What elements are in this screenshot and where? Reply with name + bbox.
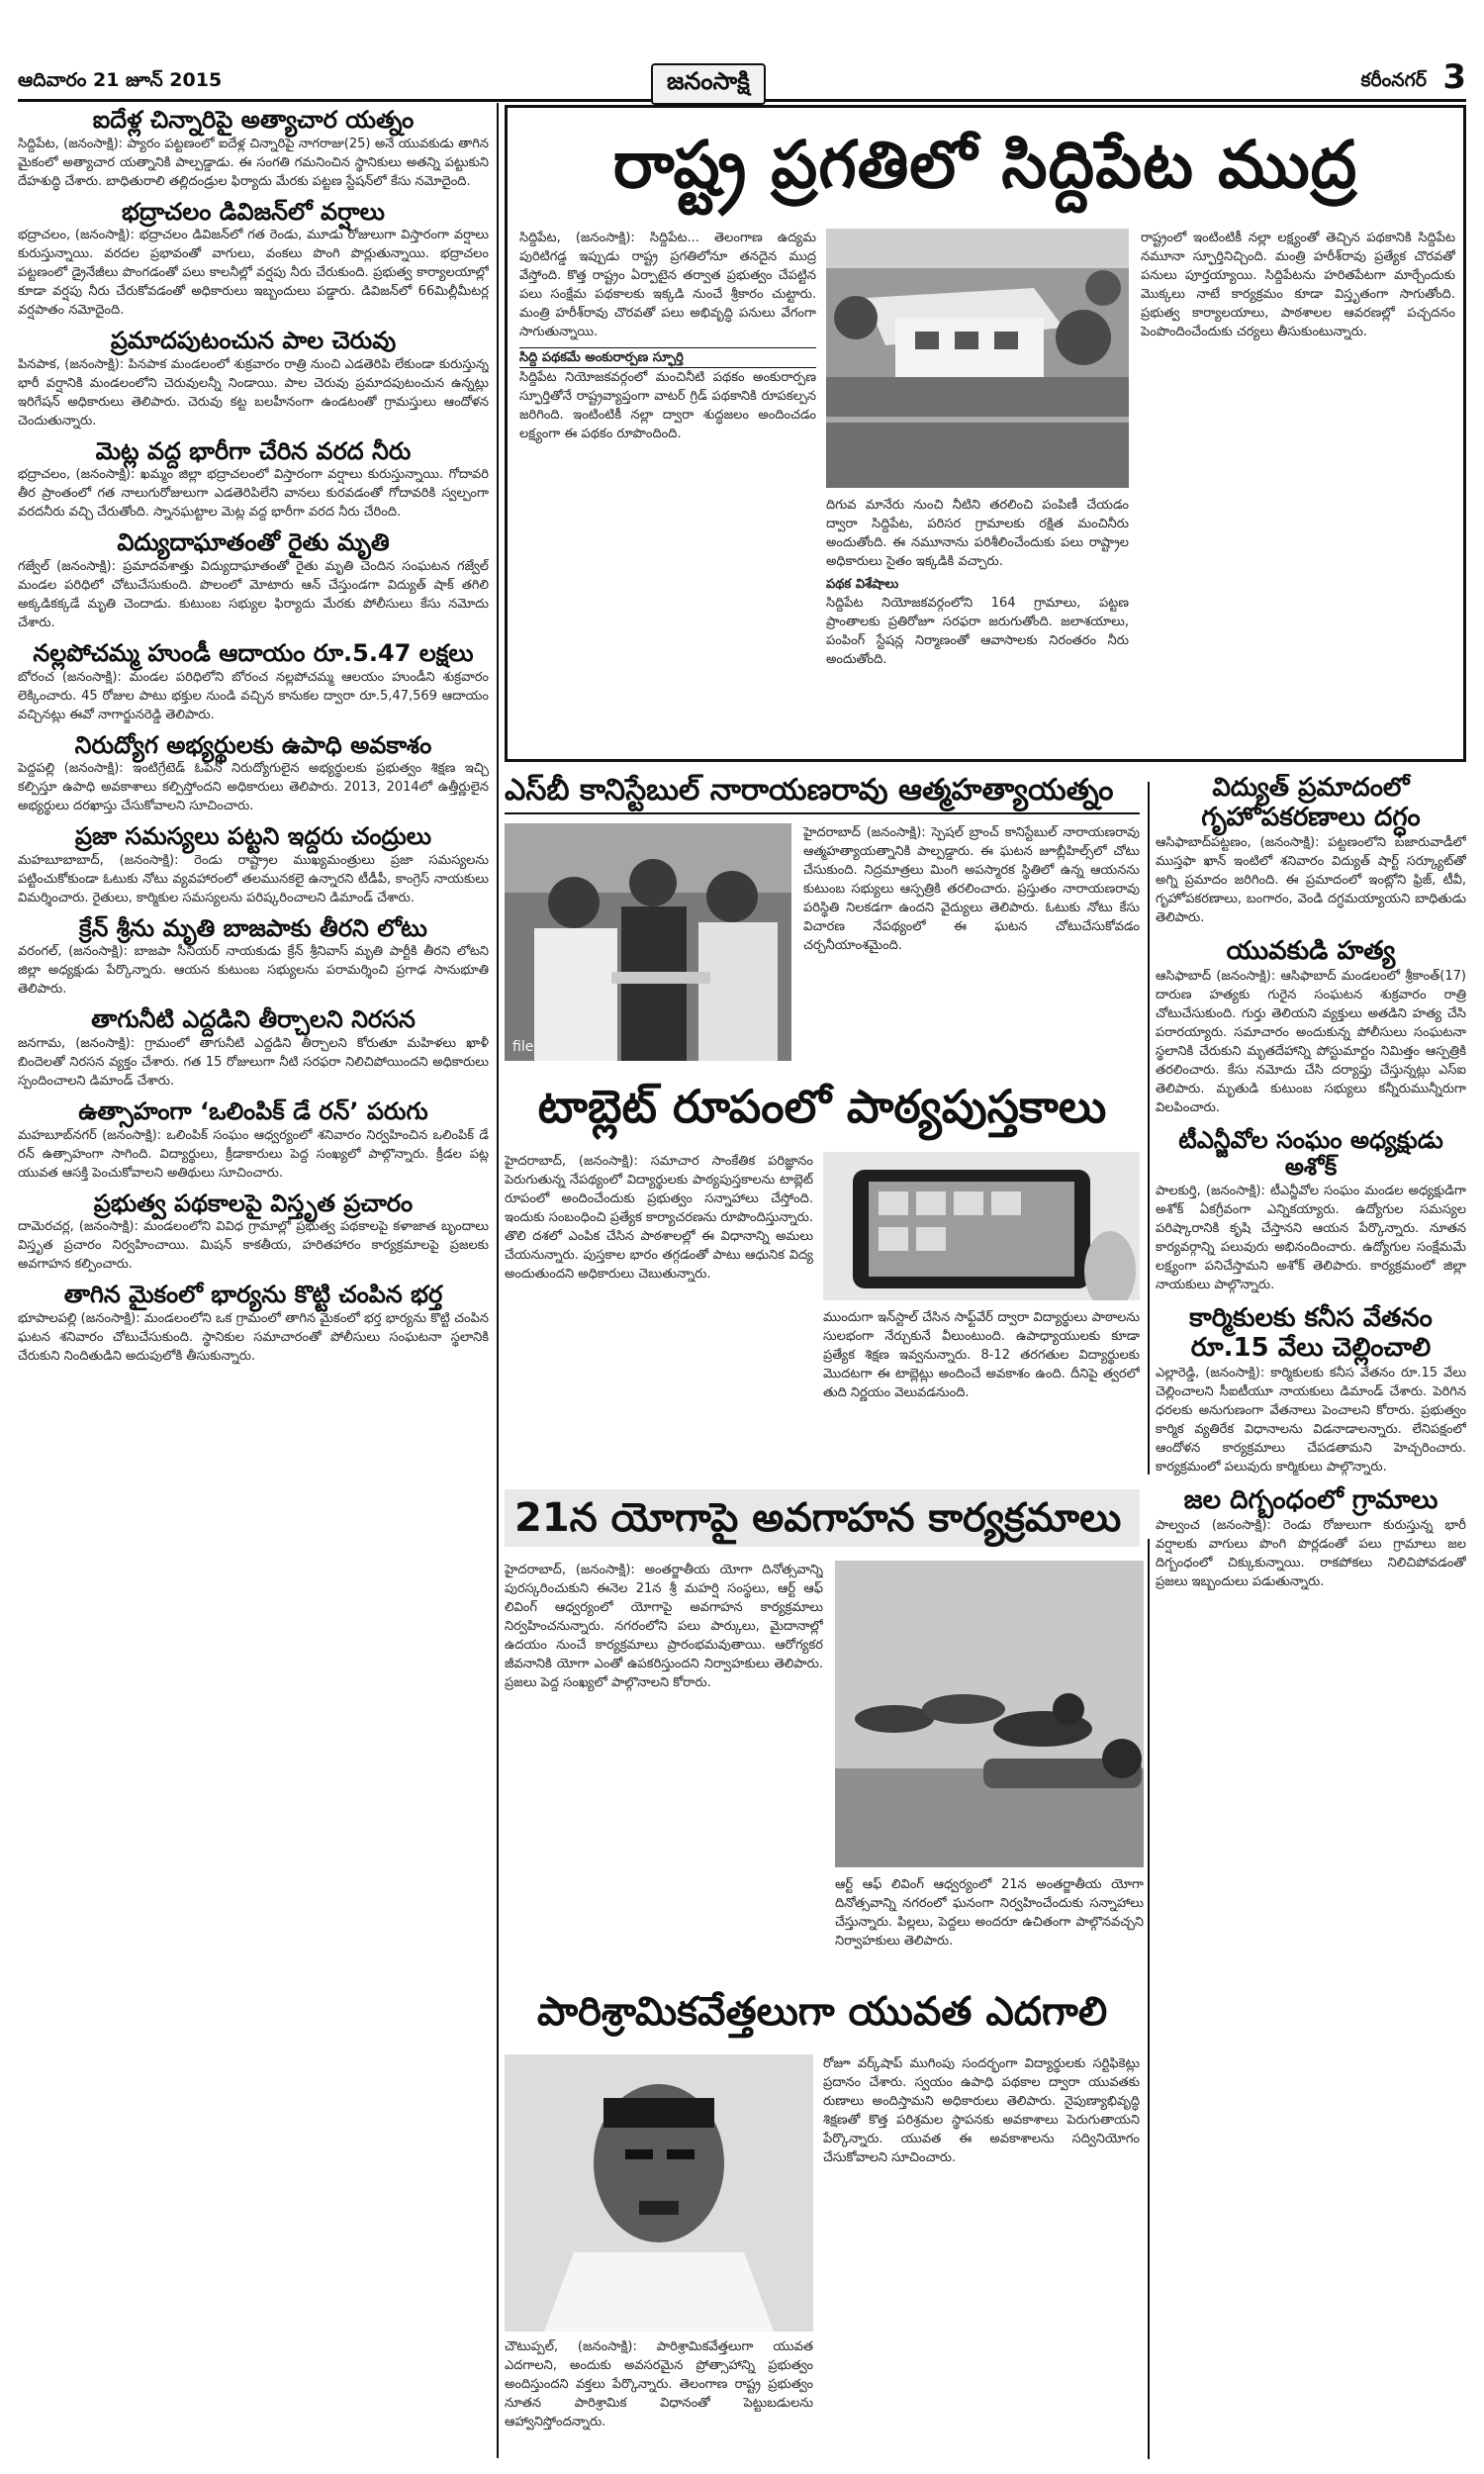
left-column: [18, 107, 489, 2462]
newspaper-logo: జనంసాక్షి: [651, 63, 766, 105]
article-body: జనగామ, (జనంసాక్షి): గ్రామంలో తాగునీటి ఎద్దడిని తీర్చాలని కోరుతూ మహిళలు ఖాళీ బిందెలతో నిరసన వ్యక్తం చేశారు. గత 15 రోజులుగా నీటి సరఫరా నిలిచిపోయిందని అధికారులు స్పందించాలని డిమాండ్ చేశారు.: [18, 1035, 489, 1089]
article-headline: ఉత్సాహంగా ‘ఒలింపిక్ డే రన్’ పరుగు: [78, 1096, 428, 1125]
town-aerial-image: [826, 229, 1129, 488]
yoga-class-image: [835, 1561, 1144, 1867]
lead-body: రాష్ట్రంలో ఇంటింటికీ నల్లా లక్ష్యంతో తెచ్చిన పథకానికి సిద్దిపేట నమూనా స్ఫూర్తినిచ్చింది. మంత్రి హరీశ్‌రావు ప్రత్యేక చొరవతో పనులు పూర్తయ్యాయి. సిద్దిపేటను హరితపేటగా మార్చేందుకు మొక్కలు నాటే కార్యక్రమం కూడా విస్తృతంగా సాగుతోంది. ప్రభుత్వ కార్యాలయాలు, పాఠశాలల ఆవరణల్లో పచ్చదనం పెంపొందించేందుకు చర్యలు తీసుకుంటున్నారు.: [1141, 231, 1455, 339]
lead-story: [505, 105, 1466, 762]
article-body: గజ్వేల్ (జనంసాక్షి): ప్రమాదవశాత్తు విద్యుదాఘాతంతో రైతు మృతి చెందిన సంఘటన గజ్వేల్ మండల పరిధిలో చోటుచేసుకుంది. పొలంలో మోటారు ఆన్ చేస్తుండగా విద్యుత్ షాక్ తగిలి అక్కడికక్కడే మృతి చెందాడు. కుటుంబ సభ్యుల ఫిర్యాదు మేరకు పోలీసులు కేసు నమోదు చేశారు.: [18, 558, 489, 630]
yoga-text-left: [505, 1561, 823, 1976]
industry-story: [505, 1989, 1140, 2459]
article-body: పాల్వంచ (జనంసాక్షి): రెండు రోజులుగా కురుస్తున్న భారీ వర్షాలకు వాగులు పొంగి పొర్లడంతో పలు గ్రామాలు జల దిగ్బంధంలో చిక్కుకున్నాయి. రాకపోకలు నిలిచిపోవడంతో ప్రజలు ఇబ్బందులు పడుతున్నారు.: [1156, 1517, 1466, 1589]
article-body: ముందుగా ఇన్‌స్టాల్ చేసిన సాఫ్ట్‌వేర్ ద్వారా విద్యార్థులు పాఠాలను సులభంగా నేర్చుకునే వీలుంటుంది. ఉపాధ్యాయులకు కూడా ప్రత్యేక శిక్షణ ఇవ్వనున్నారు. 8-12 తరగతుల విద్యార్థులకు మొదటగా ఈ టాబ్లెట్లు అందించే అవకాశం ఉంది. దీనిపై త్వరలో తుది నిర్ణయం వెలువడనుంది.: [823, 1310, 1140, 1400]
article-body: భద్రాచలం, (జనంసాక్షి): ఖమ్మం జిల్లా భద్రాచలంలో విస్తారంగా వర్షాలు కురుస్తున్నాయి. గోదావరి తీర ప్రాంతంలో గత నాలుగురోజులుగా ఎడతెరిపిలేని వానలు కురవడంతో గోదావరికి స్వల్పంగా వరదనీరు వచ్చి చేరుతోంది. స్నానఘట్టాల మెట్ల వద్ద భారీగా వరద నీరు చేరింది.: [18, 467, 489, 521]
article-headline: తాగునీటి ఎద్దడిని తీర్చాలని నిరసన: [91, 1005, 416, 1034]
lead-headline: రాష్ట్ర ప్రగతిలో సిద్దిపేట ముద్ర: [612, 127, 1358, 203]
article: [1156, 937, 1466, 1117]
article-body: దామెరచర్ల, (జనంసాక్షి): మండలంలోని వివిధ గ్రామాల్లో ప్రభుత్వ పథకాలపై కళాజాత బృందాలు విస్తృత ప్రచారం నిర్వహించాయి. మిషన్ కాకతీయ, హరితహారం కార్యక్రమాలపై ప్రజలకు అవగాహన కల్పించారు.: [18, 1219, 489, 1273]
article-body: మహబూబాబాద్, (జనంసాక్షి): రెండు రాష్ట్రాల ముఖ్యమంత్రులు ప్రజా సమస్యలను పట్టించుకోకుండా ఓటుకు నోటు వ్యవహారంలో తలమునకలై ఉన్నారని టీడీపీ, కాంగ్రెస్ నాయకులు విమర్శించారు. రైతులు, కార్మికుల సమస్యలను పరిష్కరించాలని డిమాండ్ చేశారు.: [18, 852, 489, 905]
lead-subhead: పథక విశేషాలు: [826, 577, 899, 592]
article-headline: తాగిన మైకంలో భార్యను కొట్టి చంపిన భర్త: [63, 1281, 443, 1309]
article-body: రోజూ వర్క్‌షాప్ ముగింపు సందర్భంగా విద్యార్థులకు సర్టిఫికెట్లు ప్రదానం చేశారు. స్వయం ఉపాధి పథకాల ద్వారా యువతకు రుణాలు అందిస్తామని అధికారులు తెలిపారు. నైపుణ్యాభివృద్ధి శిక్షణతో కొత్త పరిశ్రమల స్థాపనకు అవకాశాలు పెరుగుతాయని పేర్కొన్నారు. యువత ఈ అవకాశాలను సద్వినియోగం చేసుకోవాలని సూచించారు.: [823, 2056, 1140, 2165]
article-body: హైదరాబాద్ (జనంసాక్షి): స్పెషల్ బ్రాంచ్ కానిస్టేబుల్ నారాయణరావు ఆత్మహత్యాయత్నానికి పాల్పడ్డారు. ఈ ఘటన జూబ్లీహిల్స్‌లో చోటు చేసుకుంది. నిద్రమాత్రలు మింగి అపస్మారక స్థితిలో ఉన్న ఆయనను కుటుంబ సభ్యులు ఆస్పత్రికి తరలించారు. ప్రస్తుతం నారాయణరావు పరిస్థితి నిలకడగా ఉందని వైద్యులు తెలిపారు. ఓటుకు నోటు కేసు విచారణ నేపథ్యంలో ఈ ఘటన చోటుచేసుకోవడం చర్చనీయాంశమైంది.: [803, 825, 1140, 953]
article-body: భద్రాచలం, (జనంసాక్షి): భద్రాచలం డివిజన్‌లో గత రెండు, మూడు రోజులుగా విస్తారంగా వర్షాలు కురుస్తున్నాయి. వరదల ప్రభావంతో వాగులు, వంకలు పొంగి పొర్లుతున్నాయి. భద్రాచలం పట్టణంలో డ్రైనేజీలు పొంగడంతో పలు కాలనీల్లో వర్షపు నీరు చేరుకుంది. ప్రభుత్వ కార్యాలయాల్లో కూడా వర్షపు నీరు చేరుకోవడంతో అధికారులు ఇబ్బందులు పడ్డారు. డివిజన్‌లో 66మిల్లీమీటర్ల వర్షపాతం నమోదైంది.: [18, 228, 489, 319]
lead-body: సిద్దిపేట, (జనంసాక్షి): సిద్దిపేట... తెలంగాణ ఉద్యమ పురిటిగడ్డ ఇప్పుడు రాష్ట్ర ప్రగతిలోనూ తనదైన ముద్ర వేస్తోంది. కొత్త రాష్ట్రం ఏర్పాటైన తర్వాత ప్రభుత్వం చేపట్టిన పలు సంక్షేమ పథకాలకు ఇక్కడి నుంచే శ్రీకారం చుట్టారు. మంత్రి హరీశ్‌రావు చొరవతో పలు అభివృద్ధి పనులు వేగంగా సాగుతున్నాయి.: [519, 231, 816, 339]
article-body: పినపాక, (జనంసాక్షి): పినపాక మండలంలో శుక్రవారం రాత్రి నుంచి ఎడతెరిపి లేకుండా కురుస్తున్న భారీ వర్షానికి మండలంలోని చెరువులన్నీ నిండాయి. పాల చెరువు ప్రమాదపుటంచున ఉన్నట్లు ఇరిగేషన్ అధికారులు తెలిపారు. చెరువు కట్ట బలహీనంగా ఉండటంతో గ్రామస్తులు ఆందోళన చెందుతున్నారు.: [18, 356, 489, 428]
article-body: ఆసిఫాబాద్ (జనంసాక్షి): ఆసిఫాబాద్ మండలంలో శ్రీకాంత్(17) దారుణ హత్యకు గురైన సంఘటన శుక్రవారం రాత్రి చోటుచేసుకుంది. గుర్తు తెలియని వ్యక్తులు అతడిని హత్య చేసి పరారయ్యారు. సమాచారం అందుకున్న పోలీసులు సంఘటనా స్థలానికి చేరుకుని మృతదేహాన్ని పోస్టుమార్టం నిమిత్తం ఆస్పత్రికి తరలించారు. కేసు నమోదు చేసి దర్యాప్తు చేస్తున్నట్లు ఎస్‌ఐ తెలిపారు. మృతుడి కుటుంబ సభ్యులు కన్నీరుమున్నీరుగా విలపించారు.: [1156, 968, 1466, 1115]
lead-body: దిగువ మానేరు నుంచి నీటిని తరలించి పంపిణీ చేయడం ద్వారా సిద్దిపేట, పరిసర గ్రామాలకు రక్షిత మంచినీరు అందుతోంది. ఈ నమూనాను పరిశీలించేందుకు పలు రాష్ట్రాల అధికారులు సైతం ఇక్కడికి వచ్చారు.: [826, 498, 1129, 569]
article-body: ఆర్ట్ ఆఫ్ లివింగ్ ఆధ్వర్యంలో 21న అంతర్జాతీయ యోగా దినోత్సవాన్ని నగరంలో ఘనంగా నిర్వహించేందుకు సన్నాహాలు చేస్తున్నారు. పిల్లలు, పెద్దలు అందరూ ఉచితంగా పాల్గొనవచ్చని నిర్వాహకులు తెలిపారు.: [835, 1877, 1144, 1949]
article: [1156, 1486, 1466, 1591]
article-body: సిద్దిపేట, (జనంసాక్షి): ప్యారం పట్టణంలో ఐదేళ్ల చిన్నారిపై నాగరాజు(25) అనే యువకుడు తాగిన మైకంలో అత్యాచార యత్నానికి పాల్పడ్డాడు. ఈ సంగతి గమనించిన స్థానికులు అతన్ని పట్టుకుని దేహశుద్ధి చేశారు. బాధితురాలి తల్లిదండ్రుల ఫిర్యాదు మేరకు పట్టణ స్టేషన్‌లో కేసు నమోదైంది.: [18, 136, 489, 189]
article-body: ఆసిఫాబాద్‌పట్టణం, (జనంసాక్షి): పట్టణంలోని బజారువాడీలో ముస్తఫా ఖాన్ ఇంటిలో శనివారం విద్యుత్ షార్ట్ సర్క్యూట్‌తో అగ్ని ప్రమాదం జరిగింది. ఈ ప్రమాదంలో ఇంట్లోని ఫ్రిజ్, టీవీ, గృహోపకరణాలు, బంగారం, వెండి దగ్ధమయ్యాయని బాధితుడు తెలిపారు.: [1156, 834, 1466, 925]
article-body: పెద్దపల్లి (జనంసాక్షి): ఇంటిగ్రేటెడ్ ఓపెన్ నిరుద్యోగులైన అభ్యర్థులకు ప్రభుత్వం శిక్షణ ఇచ్చి కల్పిస్తూ ఉపాధి అవకాశాలు కల్పిస్తోందని అధికారులు తెలిపారు. 2013, 2014లో ఉత్తీర్ణులైన అభ్యర్థులు దరఖాస్తు చేసుకోవాలని సూచించారు.: [18, 761, 489, 814]
edition-city: కరీంనగర్: [1360, 69, 1427, 91]
article: [18, 640, 489, 724]
aerial-photo: [826, 229, 1129, 488]
article: [18, 1006, 489, 1091]
article: [18, 328, 489, 430]
article-headline: ఐదేళ్ల చిన్నారిపై అత్యాచార యత్నం: [92, 107, 415, 134]
article-headline: మెట్ల వద్ద భారీగా చేరిన వరద నీరు: [95, 436, 412, 465]
column-rule: [497, 103, 499, 2458]
article-body: పాలకుర్తి, (జనంసాక్షి): టీఎన్జీవోల సంఘం మండల అధ్యక్షుడిగా అశోక్ ఏకగ్రీవంగా ఎన్నికయ్యారు. ఉద్యోగుల సమస్యల పరిష్కారానికి కృషి చేస్తానని ఆయన పేర్కొన్నారు. నూతన కార్యవర్గాన్ని పలువురు అభినందించారు. ఉద్యోగుల సంక్షేమమే లక్ష్యంగా పనిచేస్తామని అశోక్ తెలిపారు. కార్యక్రమంలో జిల్లా నాయకులు పాల్గొన్నారు.: [1156, 1183, 1466, 1292]
yoga-headline: 21న యోగాపై అవగాహన కార్యక్రమాలు: [505, 1489, 1140, 1547]
article: [18, 732, 489, 816]
page-number: 3: [1442, 57, 1466, 97]
article-body: చౌటుప్పల్, (జనంసాక్షి): పారిశ్రామికవేత్తలుగా యువత ఎదగాలని, అందుకు అవసరమైన ప్రోత్సాహాన్ని ప్రభుత్వం అందిస్తుందని వక్తలు పేర్కొన్నారు. తెలంగాణ రాష్ట్ర ప్రభుత్వం నూతన పారిశ్రామిక విధానంతో పెట్టుబడులను ఆహ్వానిస్తోందన్నారు.: [505, 2339, 813, 2429]
article: [1156, 774, 1466, 927]
issue-date: ఆదివారం 21 జూన్ 2015: [18, 69, 223, 91]
article-headline: కార్మికులకు కనీస వేతనం రూ.15 వేలు చెల్లించాలి: [1189, 1302, 1433, 1363]
constable-text: [803, 823, 1140, 1061]
lead-body: సిద్దిపేట నియోజకవర్గంలో మంచినీటి పథకం అంకురార్పణ స్ఫూర్తితోనే రాష్ట్రవ్యాప్తంగా వాటర్ గ్రిడ్ పథకానికి రూపకల్పన జరిగింది. ఇంటింటికీ నల్లా ద్వారా శుద్ధజలం అందించడం లక్ష్యంగా ఈ పథకం రూపొందింది.: [519, 370, 816, 441]
article-headline: టీఎన్జీవోల సంఘం అధ్యక్షుడు అశోక్: [1178, 1125, 1443, 1182]
tablet-device-image: [823, 1152, 1140, 1300]
article-body: బోరంచ (జనంసాక్షి): మండల పరిధిలోని బోరంచ నల్లపోచమ్మ ఆలయం హుండీని శుక్రవారం లెక్కించారు. 45 రోజుల పాటు భక్తుల నుండి వచ్చిన కానుకల ద్వారా రూ.5,47,569 ఆదాయం వచ్చినట్లు ఈవో నాగార్జునరెడ్డి తెలిపారు.: [18, 669, 489, 722]
yoga-photo: [835, 1561, 1144, 1867]
photo-caption: file: [512, 1039, 534, 1055]
lead-col-1: [519, 229, 816, 753]
article-body: మహబూబ్‌నగర్ (జనంసాక్షి): ఒలింపిక్ సంఘం ఆధ్వర్యంలో శనివారం నిర్వహించిన ఒలింపిక్ డే రన్ ఉత్సాహంగా సాగింది. విద్యార్థులు, క్రీడాకారులు పెద్ద సంఖ్యలో పాల్గొన్నారు. క్రీడల పట్ల యువత ఆసక్తి పెంచుకోవాలని అతిథులు సూచించారు.: [18, 1127, 489, 1181]
article-headline: విద్యుదాఘాతంతో రైతు మృతి: [117, 528, 390, 557]
tablet-headline: టాబ్లెట్ రూపంలో పాఠ్యపుస్తకాలు: [537, 1081, 1107, 1133]
lead-subhead: సిద్ది పథకమే అంకురార్పణ స్ఫూర్తి: [519, 347, 816, 368]
article-body: ఎల్లారెడ్డి, (జనంసాక్షి): కార్మికులకు కనీస వేతనం రూ.15 వేలు చెల్లించాలని సీఐటీయూ నాయకులు డిమాండ్ చేశారు. పెరిగిన ధరలకు అనుగుణంగా వేతనాలు పెంచాలని కోరారు. ప్రభుత్వం కార్మిక వ్యతిరేక విధానాలను విడనాడాలన్నారు. లేనిపక్షంలో ఆందోళన కార్యక్రమాలు చేపడతామని హెచ్చరించారు. కార్యక్రమంలో పలువురు కార్మికులు పాల్గొన్నారు.: [1156, 1365, 1466, 1475]
industrialist-photo: [505, 2054, 813, 2331]
article: [18, 529, 489, 632]
article: [1156, 1127, 1466, 1294]
article-headline: నిరుద్యోగ అభ్యర్థులకు ఉపాధి అవకాశం: [74, 730, 432, 759]
tablet-text-right: [823, 1308, 1140, 1478]
masthead: [18, 57, 1466, 102]
article-body: వరంగల్, (జనంసాక్షి): బాజపా సీనియర్ నాయకుడు క్రేన్ శ్రీనివాస్ మృతి పార్టీకి తీరని లోటని జిల్లా అధ్యక్షుడు పేర్కొన్నారు. ఆయన కుటుంబ సభ్యులను పరామర్శించి ప్రగాఢ సానుభూతి తెలిపారు.: [18, 944, 489, 998]
article: [18, 438, 489, 523]
article-headline: భద్రాచలం డివిజన్‌లో వర్షాలు: [122, 197, 385, 226]
article: [18, 915, 489, 999]
article-headline: నల్లపోచమ్మ హుండీ ఆదాయం రూ.5.47 లక్షలు: [33, 638, 474, 667]
right-column: [1156, 774, 1466, 2466]
article-headline: యువకుడి హత్య: [1226, 935, 1396, 966]
column-rule: [1148, 782, 1150, 1475]
lead-body: సిద్దిపేట నియోజకవర్గంలోని 164 గ్రామాలు, పట్టణ ప్రాంతాలకు ప్రతిరోజూ సరఫరా జరుగుతోంది. జలాశయాలు, పంపింగ్ స్టేషన్ల నిర్మాణంతో ఆవాసాలకు నిరంతరం నీరు అందుతోంది.: [826, 596, 1129, 667]
lead-col-2: [826, 496, 1129, 753]
tablet-text-left: [505, 1152, 813, 1478]
article: [18, 1098, 489, 1183]
article-body: భూపాలపల్లి (జనంసాక్షి): మండలంలోని ఒక గ్రామంలో తాగిన మైకంలో భర్త భార్యను కొట్టి చంపిన ఘటన శనివారం చోటుచేసుకుంది. స్థానికుల సమాచారంతో పోలీసులు సంఘటనా స్థలానికి చేరుకుని నిందితుడిని అదుపులోకి తీసుకున్నారు.: [18, 1310, 489, 1364]
article: [1156, 1304, 1466, 1476]
article-body: హైదరాబాద్, (జనంసాక్షి): సమాచార సాంకేతిక పరిజ్ఞానం పెరుగుతున్న నేపథ్యంలో విద్యార్థులకు పాఠ్యపుస్తకాలను టాబ్లెట్ రూపంలో అందించేందుకు ప్రభుత్వం సన్నాహాలు చేస్తోంది. ఇందుకు సంబంధించి ప్రత్యేక కార్యాచరణను రూపొందిస్తున్నారు. తొలి దశలో ఎంపిక చేసిన పాఠశాలల్లో ఈ విధానాన్ని అమలు చేయనున్నారు. పుస్తకాల భారం తగ్గడంతో పాటు ఆధునిక విద్య అందుతుందని అధికారులు చెబుతున్నారు.: [505, 1154, 813, 1282]
article: [18, 199, 489, 321]
industry-text-right: [823, 2054, 1140, 2456]
yoga-text-right: [835, 1875, 1144, 1979]
industry-text-left: [505, 2337, 813, 2456]
article-headline: ప్రభుత్వ పథకాలపై విస్తృత ప్రచారం: [93, 1189, 414, 1217]
lead-col-3: [1141, 229, 1455, 753]
article-body: హైదరాబాద్, (జనంసాక్షి): అంతర్జాతీయ యోగా దినోత్సవాన్ని పురస్కరించుకుని ఈనెల 21న శ్రీ మహర్షి సంస్థలు, ఆర్ట్ ఆఫ్ లివింగ్ ఆధ్వర్యంలో యోగాపై అవగాహన కార్యక్రమాలు నిర్వహించనున్నారు. నగరంలోని పలు పార్కులు, మైదానాల్లో ఉదయం నుంచే కార్యక్రమాలు ప్రారంభమవుతాయి. ఆరోగ్యకర జీవనానికి యోగా ఎంతో ఉపకరిస్తుందని నిర్వాహకులు తెలిపారు. ప్రజలు పెద్ద సంఖ్యలో పాల్గొనాలని కోరారు.: [505, 1563, 823, 1690]
constable-photo: [505, 823, 791, 1061]
article: [18, 1190, 489, 1275]
tablet-photo: [823, 1152, 1140, 1300]
speaker-portrait-image: [505, 2054, 813, 2331]
article-headline: ప్రజా సమస్యలు పట్టని ఇద్దరు చంద్రులు: [74, 822, 432, 851]
article-headline: క్రేన్ శ్రీను మృతి బాజపాకు తీరని లోటు: [79, 913, 427, 942]
industry-headline: పారిశ్రామికవేత్తలుగా యువత ఎదగాలి: [536, 1989, 1108, 2035]
handshake-photo-image: [505, 823, 791, 1061]
article: [18, 823, 489, 907]
article-headline: విద్యుత్ ప్రమాదంలో గృహోపకరణాలు దగ్ధం: [1201, 774, 1421, 832]
article: [18, 107, 489, 191]
tablet-story: [505, 1081, 1140, 1484]
article-headline: జల దిగ్బంధంలో గ్రామాలు: [1183, 1484, 1438, 1515]
article: [18, 1282, 489, 1366]
constable-story: [505, 774, 1140, 1071]
article-headline: ప్రమాదపుటంచున పాల చెరువు: [110, 327, 397, 355]
constable-headline: ఎస్‌బీ కానిస్టేబుల్ నారాయణరావు ఆత్మహత్యాయత్నం: [505, 774, 1140, 814]
